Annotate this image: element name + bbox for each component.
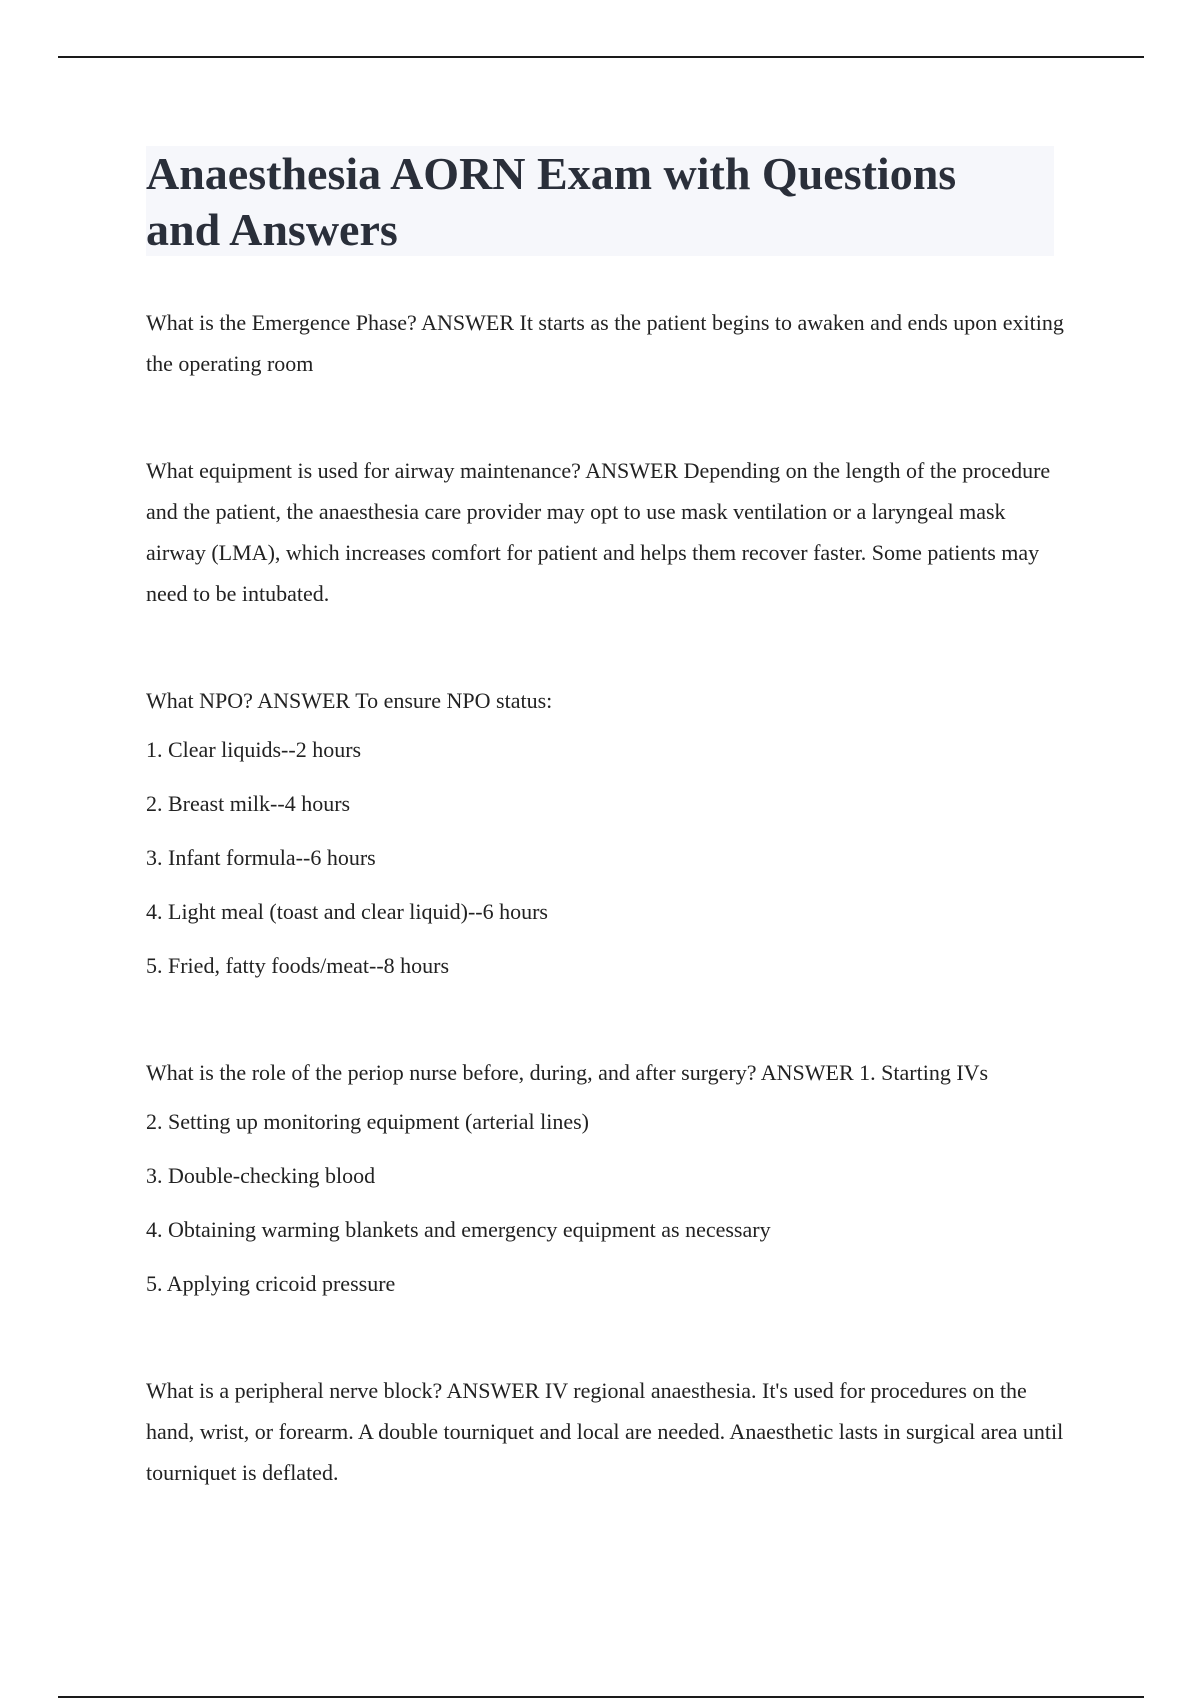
document-body: [146, 302, 1066, 1559]
footer-rule: [58, 1696, 1144, 1698]
list-item: 5. Applying cricoid pressure: [146, 1271, 396, 1296]
list-item: 4. Light meal (toast and clear liquid)--6 hours: [146, 899, 548, 924]
list-item: 3. Infant formula--6 hours: [146, 845, 376, 870]
qa-peripheral-nerve-block: [146, 1370, 1066, 1493]
list-item: 3. Double-checking blood: [146, 1163, 376, 1188]
qa-text: What is a peripheral nerve block? ANSWER IV regional anaesthesia. It's used for procedures on the hand, wrist, or forearm. A double tourniquet and local are needed. Anaesthetic lasts in surgical area until tourniquet is deflated.: [146, 1378, 1064, 1485]
list-item: 4. Obtaining warming blankets and emergency equipment as necessary: [146, 1217, 771, 1242]
list-item: 2. Breast milk--4 hours: [146, 791, 351, 816]
header-rule: [58, 56, 1144, 58]
qa-text: What is the Emergence Phase? ANSWER It starts as the patient begins to awaken and ends upon exiting the operating room: [146, 310, 1064, 376]
list-item: 2. Setting up monitoring equipment (arterial lines): [146, 1109, 589, 1134]
npo-list: [146, 729, 1066, 986]
qa-text: What NPO? ANSWER To ensure NPO status:: [146, 688, 553, 713]
list-item: 5. Fried, fatty foods/meat--8 hours: [146, 953, 450, 978]
qa-periop-nurse-role: [146, 1052, 1066, 1304]
qa-text: What is the role of the periop nurse before, during, and after surgery? ANSWER 1. Starting IVs: [146, 1060, 989, 1085]
periop-role-list: [146, 1101, 1066, 1304]
qa-airway-equipment: [146, 450, 1066, 614]
qa-text: What equipment is used for airway maintenance? ANSWER Depending on the length of the procedure and the patient, the anaesthesia care provider may opt to use mask ventilation or a laryngeal mask airway (LMA), which increases comfort for patient and helps them recover faster. Some patients may need to be intubated.: [146, 458, 1051, 606]
qa-emergence-phase: [146, 302, 1066, 384]
list-item: 1. Clear liquids--2 hours: [146, 737, 362, 762]
document-title: Anaesthesia AORN Exam with Questions and Answers: [146, 148, 957, 255]
qa-npo: [146, 680, 1066, 986]
